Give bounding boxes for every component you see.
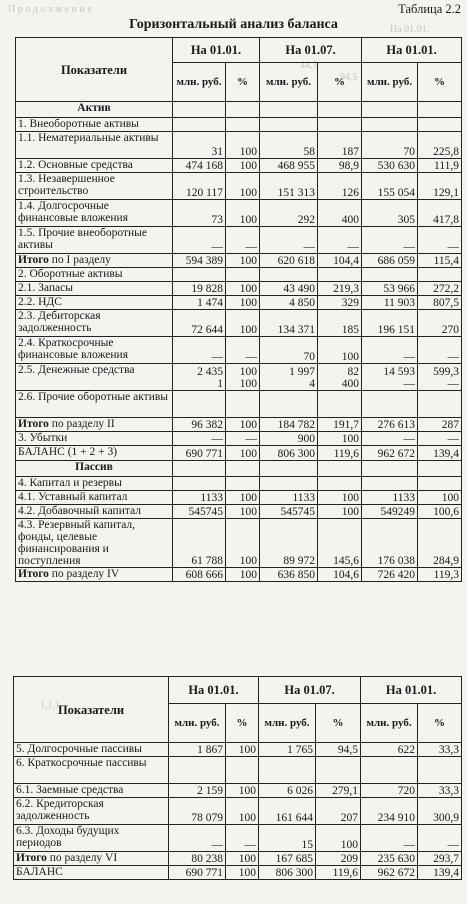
cell-value: 284,9 [418,519,462,568]
table-row [14,757,462,784]
cell-value: 962 672 [362,446,418,461]
cell-value: 207 [316,798,361,825]
table-row [14,784,462,798]
cell-value: 89 972 [260,519,318,568]
row-label-bold: Итого [18,254,49,266]
cell-value: 1133 [362,491,418,505]
cell-value: 292 [260,200,318,227]
cell-value [226,118,260,132]
table-row [16,505,462,519]
cell-value: 111,9 [418,159,462,173]
row-label: БАЛАНС (1 + 2 + 3) [16,446,173,461]
cell-value: 61 788 [173,519,226,568]
cell-value: 119,6 [316,866,361,880]
row-label: 2. Оборотные активы [16,268,173,282]
cell-value [316,757,361,784]
table-row [14,852,462,866]
table-row [14,825,462,852]
cell-value: 305 [362,200,418,227]
cell-value: 287 [418,418,462,432]
table-row [16,519,462,568]
cell-value [418,757,462,784]
cell-value: 155 054 [362,173,418,200]
cell-value: 70 [362,132,418,159]
cell-value [260,118,318,132]
cell-value: 100 [226,505,260,519]
table-row [16,268,462,282]
cell-value: 468 955 [260,159,318,173]
cell-value [226,391,260,418]
cell-value: 104,4 [318,254,362,268]
cell-value: 219,3 [318,282,362,296]
cell-value [226,477,260,491]
cell-value: 720 [361,784,418,798]
cell-value: 161 644 [259,798,316,825]
cell-value: 100 [318,505,362,519]
row-label: 6. Краткосрочные пассивы [14,757,169,784]
table-row [16,132,462,159]
row-label-text: по разделу VI [46,852,118,864]
row-label: 5. Долгосрочные пассивы [14,743,169,757]
cell-value: 31 [173,132,226,159]
table-row [16,118,462,132]
cell-value [361,757,418,784]
cell-value: 151 313 [260,173,318,200]
cell-value [318,118,362,132]
cell-value: 1 765 [259,743,316,757]
cell-value: 209 [316,852,361,866]
cell-value: 15 [259,825,316,852]
cell-value [418,118,462,132]
cell-value: 1133 [260,491,318,505]
row-label: 6.2. Кредиторская задолженность [14,798,169,825]
cell-value [362,391,418,418]
table-row [16,337,462,364]
cell-value: 82 400 [318,364,362,391]
row-label-bold: Итого [18,568,49,580]
cell-value: 129,1 [418,173,462,200]
cell-value [173,268,226,282]
cell-value: 545745 [260,505,318,519]
cell-value: 100 [226,852,259,866]
cell-value: 2 435 1 [173,364,226,391]
cell-value: 690 771 [173,446,226,461]
cell-value: 100 [318,337,362,364]
cell-value [226,757,259,784]
cell-value: 100 [226,254,260,268]
row-label: 1.3. Незавершенное строительство [16,173,173,200]
cell-value: 622 [361,743,418,757]
row-label [16,568,173,582]
row-label: 4. Капитал и резервы [16,477,173,491]
cell-value [362,268,418,282]
balance-table-main [15,37,462,582]
cell-value: 185 [318,310,362,337]
table-row [16,296,462,310]
cell-value: — [418,227,462,254]
cell-value [260,477,318,491]
row-label: 1.1. Нематериальные активы [16,132,173,159]
header-indicators: Показатели [16,38,173,102]
table-row [16,173,462,200]
row-label [16,418,173,432]
cell-value: 126 [318,173,362,200]
cell-value: 96 382 [173,418,226,432]
cell-value: 300,9 [418,798,462,825]
row-label [14,852,169,866]
cell-value: 545745 [173,505,226,519]
cell-value: — [226,227,260,254]
table-row [16,568,462,582]
section-assets: Актив [16,102,173,118]
header-unit: млн. руб. [362,63,418,102]
row-label-bold: Итого [16,852,47,864]
cell-value: 100 [226,491,260,505]
row-label: 2.5. Денежные средства [16,364,173,391]
cell-value: 100 [226,743,259,757]
row-label-text: по разделу IV [48,568,120,580]
cell-value: 78 079 [169,798,226,825]
header-unit: млн. руб. [173,63,226,102]
table-row [16,418,462,432]
cell-value: 119,6 [318,446,362,461]
cell-value: 70 [260,337,318,364]
table-row [16,491,462,505]
cell-value: 53 966 [362,282,418,296]
cell-value: 235 630 [361,852,418,866]
cell-value: — [318,227,362,254]
row-label: 4.3. Резервный капитал, фонды, целевые финансирования и поступления [16,519,173,568]
row-label-text: по разделу II [48,418,115,430]
header-period-2: На 01.07. [260,38,362,63]
cell-value: 58 [260,132,318,159]
cell-value [259,757,316,784]
cell-value: — [361,825,418,852]
cell-value: 191,7 [318,418,362,432]
cell-value: 11 903 [362,296,418,310]
row-label: 2.2. НДС [16,296,173,310]
cell-value: 43 490 [260,282,318,296]
cell-value: 400 [318,200,362,227]
table-row [16,364,462,391]
table-title: Горизонтальный анализ баланса [129,17,338,32]
cell-value: — [173,432,226,446]
cell-value: 73 [173,200,226,227]
balance-table-continued [13,676,462,880]
cell-value: 139,4 [418,866,462,880]
header-percent: % [418,63,462,102]
cell-value: 100 [226,200,260,227]
cell-value: 474 168 [173,159,226,173]
table-row [16,200,462,227]
cell-value: — [418,432,462,446]
cell-value: 72 644 [173,310,226,337]
cell-value [260,391,318,418]
cell-value: 100 [226,159,260,173]
header-period-1: На 01.01. [169,677,259,704]
cell-value: — [362,337,418,364]
cell-value: 33,3 [418,784,462,798]
row-label-text: по I разделу [48,254,111,266]
header-unit: млн. руб. [361,704,418,743]
header-percent: % [316,704,361,743]
table-row [16,432,462,446]
cell-value: — [173,337,226,364]
table-row [14,743,462,757]
cell-value [173,477,226,491]
cell-value: — [173,227,226,254]
cell-value: 6 026 [259,784,316,798]
cell-value: 100 [226,282,260,296]
table-row [16,159,462,173]
row-label: 1.2. Основные средства [16,159,173,173]
cell-value: 686 059 [362,254,418,268]
cell-value: 100 [226,132,260,159]
table-row [16,282,462,296]
cell-value: 599,3 — [418,364,462,391]
header-indicators: Показатели [14,677,169,743]
section-liabilities: Пассив [16,461,173,477]
cell-value: 134 371 [260,310,318,337]
table-row [16,227,462,254]
cell-value: 100 [226,296,260,310]
row-label: 6.1. Заемные средства [14,784,169,798]
cell-value: 100 [226,798,259,825]
cell-value: 100 [226,446,260,461]
cell-value: 549249 [362,505,418,519]
cell-value: — [418,337,462,364]
cell-value [226,268,260,282]
header-period-3: На 01.01. [362,38,462,63]
row-label: 1. Внеоборотные активы [16,118,173,132]
table-row [14,866,462,880]
cell-value: 530 630 [362,159,418,173]
cell-value [418,477,462,491]
header-period-2: На 01.07. [259,677,361,704]
cell-value: 184 782 [260,418,318,432]
cell-value: 100 [226,866,259,880]
cell-value: 726 420 [362,568,418,582]
row-label: БАЛАНС [14,866,169,880]
cell-value: — [362,432,418,446]
cell-value [173,118,226,132]
cell-value: 100,6 [418,505,462,519]
cell-value: 276 613 [362,418,418,432]
cell-value: 139,4 [418,446,462,461]
cell-value: 1 997 4 [260,364,318,391]
cell-value: 94,5 [316,743,361,757]
cell-value [318,391,362,418]
cell-value [418,391,462,418]
bleed-through-text: П р о д о л ж е н и е На 01.01. 44,1 94,5 1,1,1 [8,4,430,711]
cell-value: 690 771 [169,866,226,880]
row-label: 4.2. Добавочный капитал [16,505,173,519]
cell-value: — [226,432,260,446]
cell-value: 98,9 [318,159,362,173]
cell-value: 270 [418,310,462,337]
cell-value [173,391,226,418]
row-label: 6.3. Доходы будущих периодов [14,825,169,852]
cell-value [362,477,418,491]
cell-value: 100 [226,568,260,582]
cell-value [318,477,362,491]
cell-value: 2 159 [169,784,226,798]
cell-value: 4 850 [260,296,318,310]
cell-value: 1 867 [169,743,226,757]
row-label: 3. Убытки [16,432,173,446]
cell-value: 145,6 [318,519,362,568]
cell-value: — [226,337,260,364]
row-label: 4.1. Уставный капитал [16,491,173,505]
cell-value: 962 672 [361,866,418,880]
row-label: 2.3. Дебиторская задолженность [16,310,173,337]
cell-value: 806 300 [259,866,316,880]
cell-value: 100 [226,784,259,798]
cell-value: 100 [226,519,260,568]
cell-value: 167 685 [259,852,316,866]
cell-value: 100 [316,825,361,852]
cell-value: 225,8 [418,132,462,159]
cell-value: — [418,825,462,852]
cell-value: 807,5 [418,296,462,310]
header-percent: % [418,704,462,743]
cell-value: 806 300 [260,446,318,461]
cell-value: 329 [318,296,362,310]
cell-value: 14 593 — [362,364,418,391]
cell-value: 100 [226,310,260,337]
cell-value: — [169,825,226,852]
cell-value: 100 [318,432,362,446]
cell-value: 100 [226,418,260,432]
cell-value: 608 666 [173,568,226,582]
cell-value: 33,3 [418,743,462,757]
cell-value [418,268,462,282]
cell-value: 196 151 [362,310,418,337]
cell-value: 636 850 [260,568,318,582]
cell-value: 272,2 [418,282,462,296]
header-percent: % [226,704,259,743]
table-row [16,391,462,418]
cell-value: 119,3 [418,568,462,582]
cell-value: 1 474 [173,296,226,310]
cell-value: 100 [418,491,462,505]
row-label: 2.4. Краткосрочные финансовые вложения [16,337,173,364]
cell-value: 176 038 [362,519,418,568]
row-label: 1.5. Прочие внеоборотные активы [16,227,173,254]
header-percent: % [226,63,260,102]
cell-value: 594 389 [173,254,226,268]
header-percent: % [318,63,362,102]
cell-value [362,118,418,132]
cell-value: 104,6 [318,568,362,582]
row-label-bold: Итого [18,418,49,430]
table-row [16,254,462,268]
cell-value: 19 828 [173,282,226,296]
header-unit: млн. руб. [169,704,226,743]
cell-value: 120 117 [173,173,226,200]
table-row [16,310,462,337]
cell-value: — [260,227,318,254]
cell-value: 279,1 [316,784,361,798]
header-unit: млн. руб. [259,704,316,743]
cell-value: 100 [318,491,362,505]
cell-value: 115,4 [418,254,462,268]
cell-value [169,757,226,784]
row-label: 1.4. Долгосрочные финансовые вложения [16,200,173,227]
row-label: 2.6. Прочие оборотные активы [16,391,173,418]
header-period-1: На 01.01. [173,38,260,63]
cell-value: 100 [226,173,260,200]
row-label [16,254,173,268]
cell-value: 234 910 [361,798,418,825]
cell-value: — [226,825,259,852]
header-period-3: На 01.01. [361,677,462,704]
cell-value: 417,8 [418,200,462,227]
table-caption: Таблица 2.2 [398,2,461,16]
row-label: 2.1. Запасы [16,282,173,296]
cell-value: — [362,227,418,254]
cell-value: 187 [318,132,362,159]
cell-value: 1133 [173,491,226,505]
cell-value: 293,7 [418,852,462,866]
cell-value: 620 618 [260,254,318,268]
cell-value [318,268,362,282]
table-row [16,477,462,491]
cell-value: 100 100 [226,364,260,391]
cell-value: 900 [260,432,318,446]
table-row [14,798,462,825]
table-row [16,446,462,461]
cell-value [260,268,318,282]
cell-value: 80 238 [169,852,226,866]
header-unit: млн. руб. [260,63,318,102]
